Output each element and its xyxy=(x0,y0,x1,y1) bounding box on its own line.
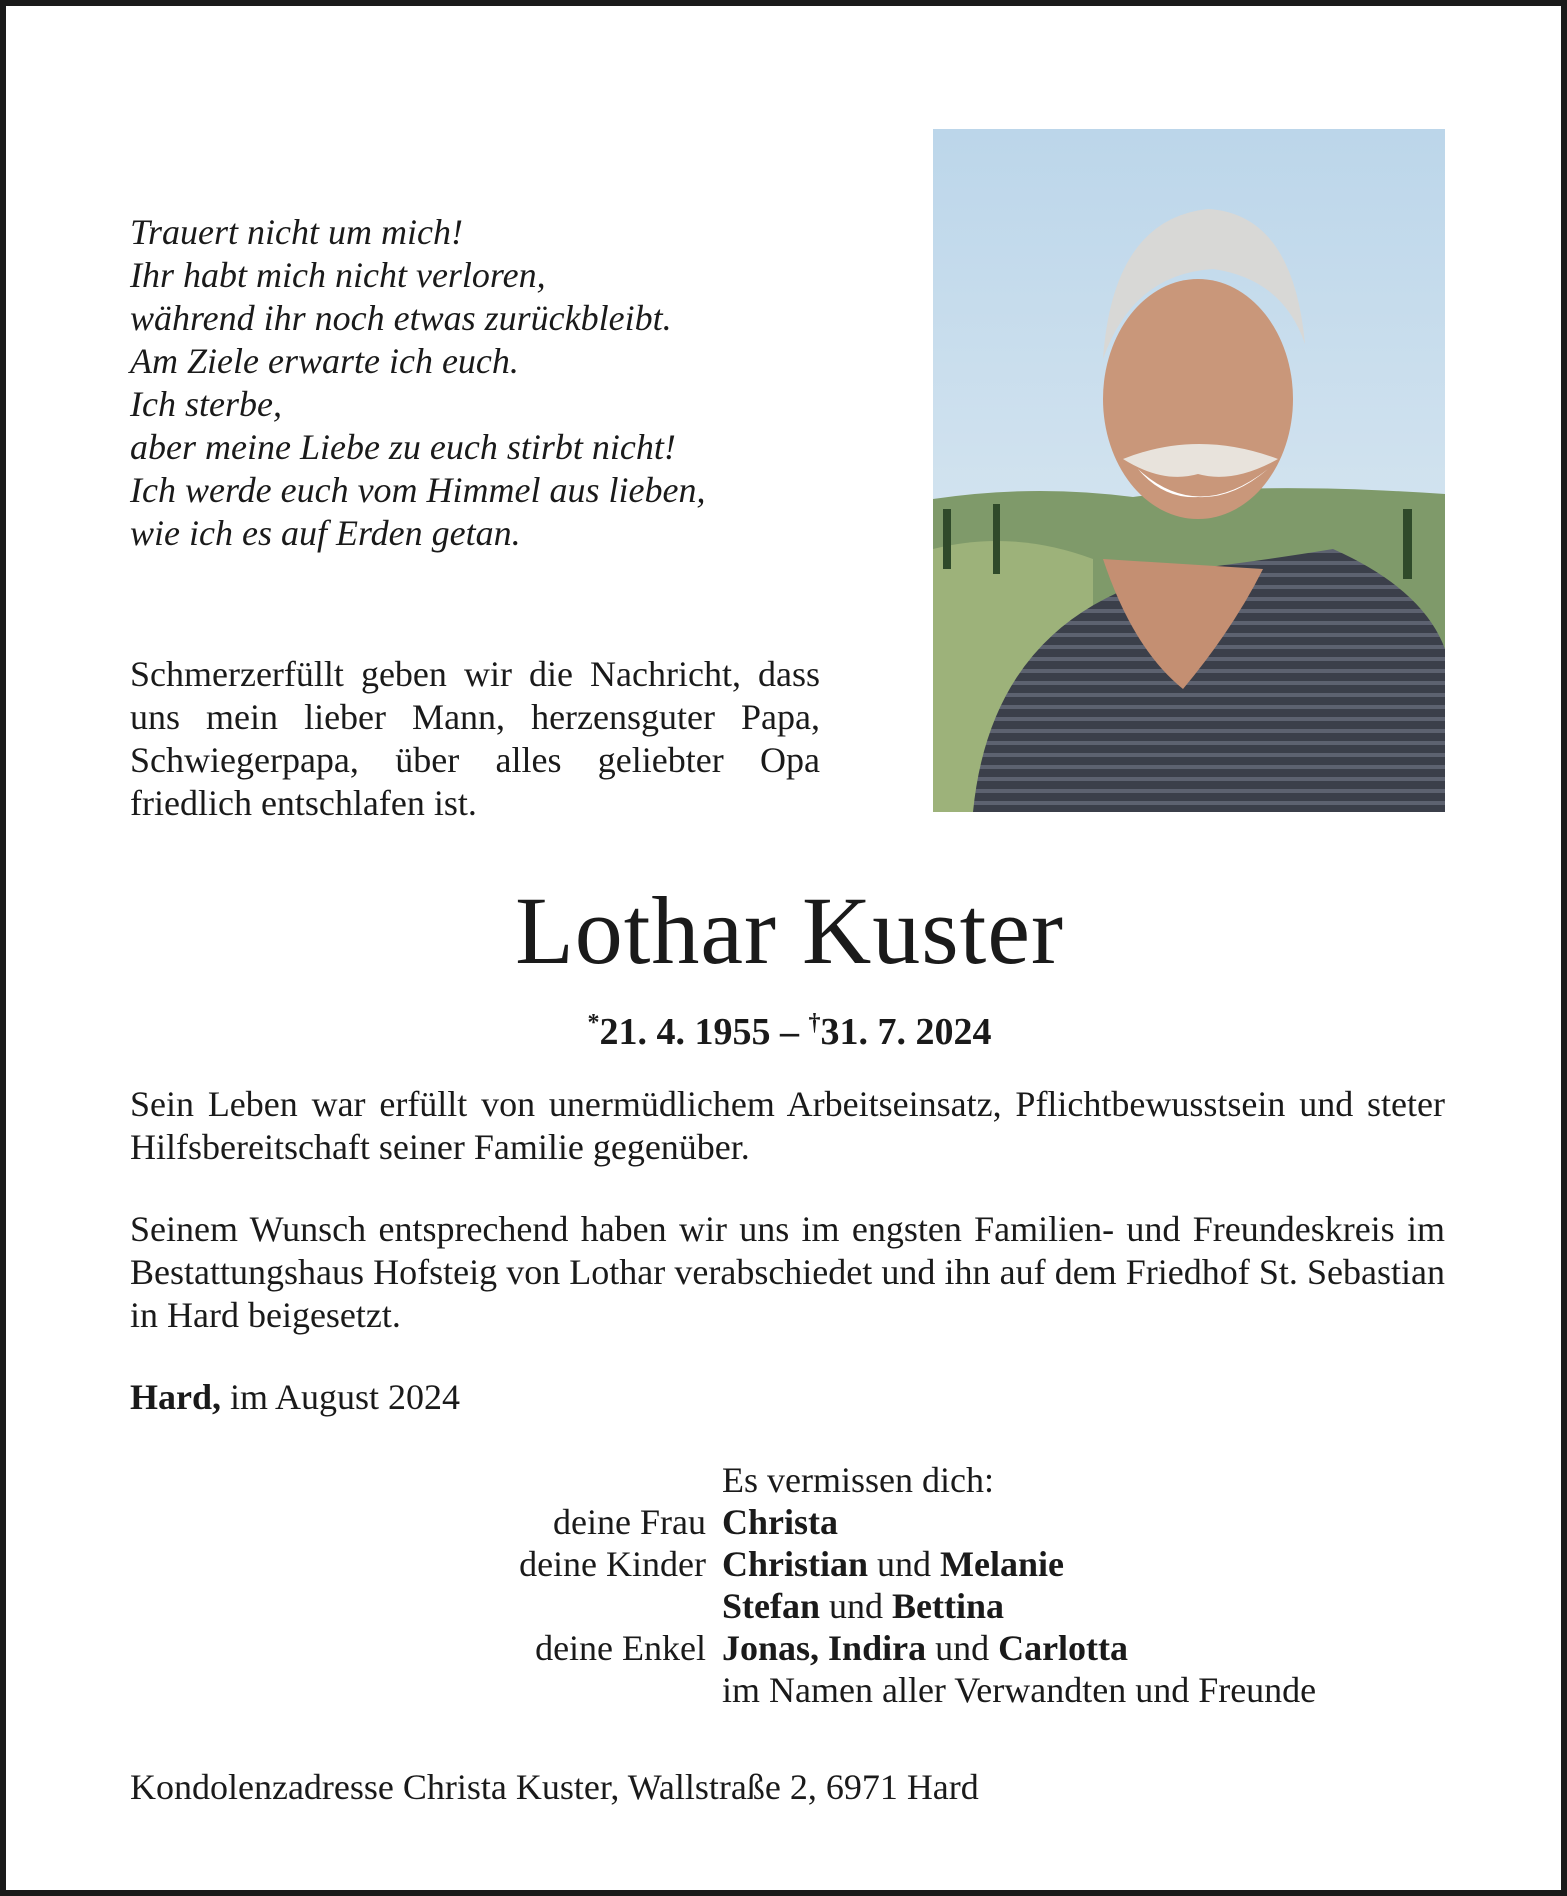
wife-label: deine Frau xyxy=(553,1502,706,1542)
death-symbol: † xyxy=(808,1010,821,1036)
child-name: Christian xyxy=(722,1544,869,1584)
mourners-list xyxy=(130,1459,1445,1711)
condolence-address: Kondolenzadresse Christa Kuster, Wallstraße 2, 6971 Hard xyxy=(130,1767,979,1807)
birth-date: 21. 4. 1955 xyxy=(599,1011,771,1053)
poem-line: wie ich es auf Erden getan. xyxy=(130,513,521,553)
death-date: 31. 7. 2024 xyxy=(820,1011,992,1053)
poem-line: Am Ziele erwarte ich euch. xyxy=(130,341,519,381)
grandchild-name: Carlotta xyxy=(998,1628,1129,1668)
mourners-heading-row xyxy=(130,1459,1445,1501)
deceased-name: Lothar Kuster xyxy=(515,877,1064,984)
portrait-photo-icon xyxy=(933,129,1445,812)
poem-line: Ich sterbe, xyxy=(130,384,282,424)
partner-name: Melanie xyxy=(940,1544,1064,1584)
and-text: und xyxy=(868,1544,941,1584)
life-paragraph: Sein Leben war erfüllt von unermüdlichem Arbeitseinsatz, Pflichtbewusstsein und steter Hilfsbereitschaft seiner Familie gegenüber. xyxy=(130,1084,1445,1167)
place-date xyxy=(130,1376,460,1419)
grandchildren-label: deine Enkel xyxy=(535,1628,706,1668)
funeral-paragraph: Seinem Wunsch entsprechend haben wir uns im engsten Familien- und Freundeskreis im Bestattungshaus Hofsteig von Lothar verabschiedet und ihn auf dem Friedhof St. Sebastian in Hard beigesetzt. xyxy=(130,1209,1445,1335)
poem-line: aber meine Liebe zu euch stirbt nicht! xyxy=(130,427,676,467)
poem-line: während ihr noch etwas zurückbleibt. xyxy=(130,298,672,338)
grandchildren-row xyxy=(130,1627,1445,1669)
wife-name: Christa xyxy=(722,1502,838,1542)
child-name: Stefan xyxy=(722,1586,820,1626)
and-text: und xyxy=(820,1586,892,1626)
poem xyxy=(130,211,890,555)
place-month: im August 2024 xyxy=(221,1377,461,1417)
partner-name: Bettina xyxy=(892,1586,1004,1626)
mourners-heading: Es vermissen dich: xyxy=(722,1460,994,1500)
place-city: Hard, xyxy=(130,1377,222,1417)
closing-row xyxy=(130,1669,1445,1711)
birth-symbol: * xyxy=(587,1010,600,1036)
closing-text: im Namen aller Verwandten und Freunde xyxy=(722,1670,1317,1710)
and-text: und xyxy=(926,1628,999,1668)
poem-line: Ich werde euch vom Himmel aus lieben, xyxy=(130,470,706,510)
children-row xyxy=(130,1543,1445,1585)
date-separator: – xyxy=(770,1011,809,1053)
children-row-2 xyxy=(130,1585,1445,1627)
poem-line: Trauert nicht um mich! xyxy=(130,212,463,252)
announcement-text: Schmerzerfüllt geben wir die Nachricht, dass uns mein lieber Mann, herzensguter Papa, Schwiegerpapa, über alles geliebter Opa friedlich entschlafen ist. xyxy=(130,654,820,823)
grandchildren-names: Jonas, Indira xyxy=(722,1628,927,1668)
children-label: deine Kinder xyxy=(519,1544,706,1584)
poem-line: Ihr habt mich nicht verloren, xyxy=(130,255,546,295)
wife-row xyxy=(130,1501,1445,1543)
portrait-photo xyxy=(933,129,1445,812)
life-dates xyxy=(6,1001,1567,1054)
